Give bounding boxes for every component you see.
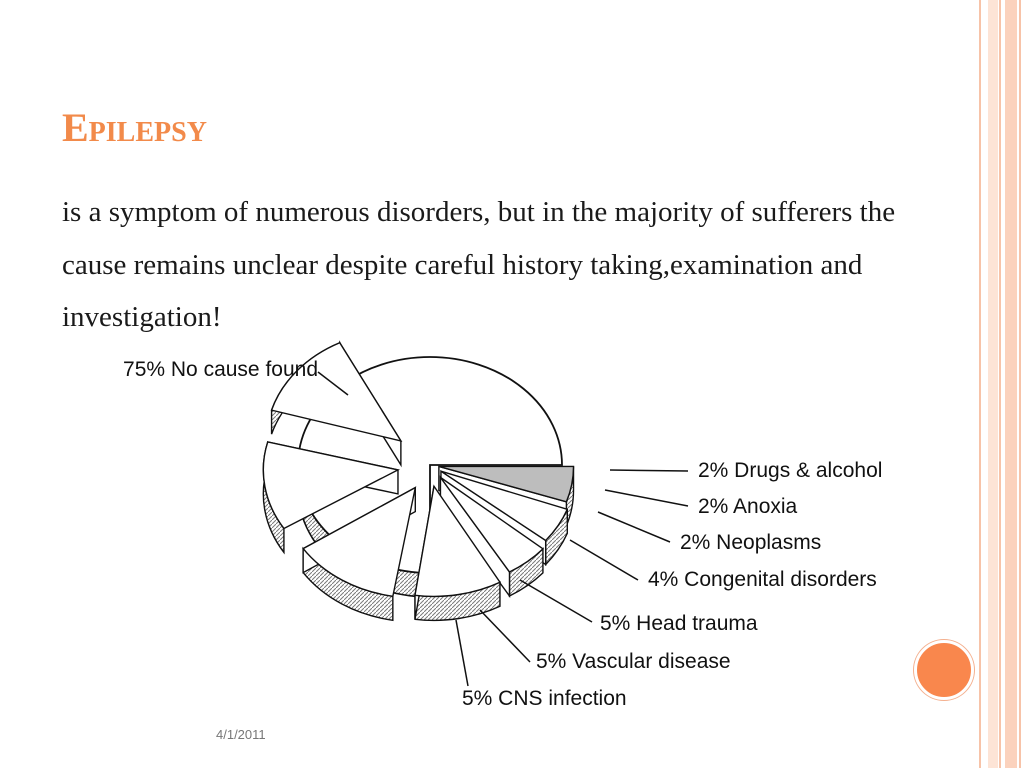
decorative-circle [914,640,974,700]
slide-title: Epilepsy [62,105,207,150]
slice-label: 2% Drugs & alcohol [698,459,883,482]
leader-line [605,490,688,506]
leader-line [570,540,638,580]
slice-label: 2% Neoplasms [680,531,822,554]
frame-line [979,0,981,768]
slide-body-text: is a symptom of numerous disorders, but in the majority of sufferers the cause remains unclear despite careful history taking,examination and investigation! [62,196,896,333]
frame-line [999,0,1001,768]
frame-line [1019,0,1021,768]
leader-line [480,610,530,662]
slice-label: 75% No cause found [123,358,318,381]
leader-line [598,512,670,542]
slice-label: 2% Anoxia [698,495,798,518]
slice-label: 5% Head trauma [600,612,758,635]
leader-line [610,470,688,471]
pie-chart [100,340,900,720]
slice-label: 4% Congenital disorders [648,568,877,591]
slice-label: 5% CNS infection [462,687,627,710]
slide-date: 4/1/2011 [216,727,266,742]
slice-label: 5% Vascular disease [536,650,731,673]
leader-line [456,620,468,686]
leader-line [520,580,592,622]
frame-line [988,0,998,768]
frame-line [1005,0,1017,768]
